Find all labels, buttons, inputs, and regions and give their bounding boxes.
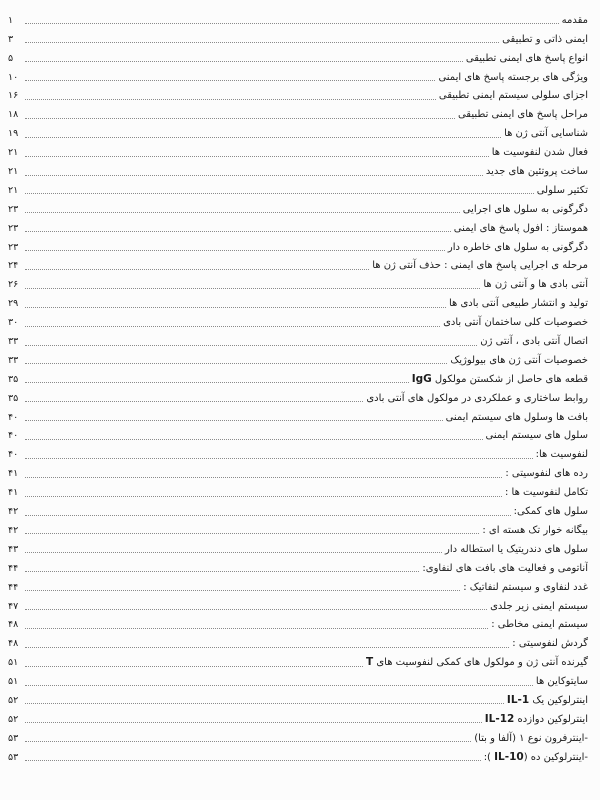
page-number: ۴۲ — [8, 524, 19, 536]
toc-entry-title: سلول های دندریتیک یا استطاله دار — [445, 543, 588, 555]
toc-row — [8, 747, 588, 766]
page-number: ۳ — [8, 33, 14, 45]
toc-row — [8, 104, 588, 123]
toc-entry-title: مرحله ی اجرایی پاسخ های ایمنی : حذف آنتی ژن ها — [372, 260, 588, 272]
toc-row — [8, 123, 588, 142]
toc-entry-title: قطعه های حاصل از شکستن مولکول IgG — [411, 372, 588, 385]
toc-entry-title: تولید و انتشار طبیعی آنتی بادی ها — [448, 298, 588, 310]
page-number: ۴۸ — [8, 638, 19, 650]
page-number: ۴۱ — [8, 487, 19, 499]
toc-entry-title: -اینترلوکین ده (IL-10 ): — [483, 750, 588, 763]
page-number: ۱۶ — [8, 90, 19, 102]
page-number: ۳۵ — [8, 392, 19, 404]
toc-entry-title: انواع پاسخ های ایمنی تطبیقی — [465, 52, 588, 64]
page-number: ۴۷ — [8, 600, 19, 612]
toc-entry-title: ویژگی های برجسته پاسخ های ایمنی — [438, 71, 588, 83]
page-number: ۲۱ — [8, 166, 19, 178]
page-number: ۲۱ — [8, 184, 19, 196]
toc-row — [8, 596, 588, 615]
page-number: ۱۰ — [8, 71, 19, 83]
page-number: ۲۳ — [8, 203, 19, 215]
toc-entry-title: ایمنی ذاتی و تطبیقی — [502, 33, 588, 45]
page-number: ۲۶ — [8, 279, 19, 291]
page-number: ۴۸ — [8, 619, 19, 631]
toc-row — [8, 86, 588, 105]
toc-row — [8, 709, 588, 728]
dotted-leader — [25, 288, 480, 289]
toc-entry-title: غدد لنفاوی و سیستم لنفاتیک : — [463, 581, 588, 593]
page-number: ۵۱ — [8, 676, 19, 688]
dotted-leader — [25, 307, 446, 308]
dotted-leader — [25, 496, 502, 497]
dotted-leader — [25, 533, 479, 534]
toc-row — [8, 501, 588, 520]
dotted-leader — [25, 99, 436, 100]
page-number: ۴۰ — [8, 430, 19, 442]
dotted-leader — [25, 741, 471, 742]
toc-entry-title: خصوصیات آنتی ژن های بیولوژیک — [450, 354, 588, 366]
dotted-leader — [25, 212, 460, 213]
toc-row — [8, 293, 588, 312]
toc-entry-title: سلول های کمکی: — [513, 506, 588, 518]
toc-entry-title: آناتومی و فعالیت های بافت های لنفاوی: — [422, 562, 588, 574]
toc-entry-title: اجزای سلولی سیستم ایمنی تطبیقی — [438, 90, 588, 102]
toc-row — [8, 142, 588, 161]
toc-entry-title: رده های لنفوسیتی : — [505, 468, 588, 480]
dotted-leader — [25, 326, 440, 327]
toc-row — [8, 444, 588, 463]
dotted-leader — [25, 628, 488, 629]
dotted-leader — [25, 382, 409, 383]
page-number: ۵۱ — [8, 657, 19, 669]
toc-row — [8, 388, 588, 407]
toc-entry-title: دگرگونی به سلول های خاطره دار — [447, 241, 588, 253]
toc-row — [8, 218, 588, 237]
toc-row — [8, 237, 588, 256]
toc-row — [8, 10, 588, 29]
toc-entry-title: فعال شدن لنفوسیت ها — [491, 147, 588, 159]
dotted-leader — [25, 269, 369, 270]
toc-row — [8, 577, 588, 596]
toc-entry-title: سیستم ایمنی زیر جلدی — [490, 600, 588, 612]
toc-row — [8, 256, 588, 275]
dotted-leader — [25, 590, 460, 591]
page-number: ۲۱ — [8, 147, 19, 159]
page-number: ۵۲ — [8, 694, 19, 706]
toc-entry-title: بیگانه خوار تک هسته ای : — [482, 524, 588, 536]
dotted-leader — [25, 703, 504, 704]
toc-row — [8, 690, 588, 709]
page-number: ۳۰ — [8, 317, 19, 329]
dotted-leader — [25, 345, 477, 346]
dotted-leader — [25, 118, 455, 119]
page-number: ۳۳ — [8, 336, 19, 348]
page-number: ۳۳ — [8, 354, 19, 366]
toc-row — [8, 48, 588, 67]
toc-entry-title: آنتی بادی ها و آنتی ژن ها — [483, 279, 588, 291]
page-number: ۴۳ — [8, 543, 19, 555]
dotted-leader — [25, 137, 501, 138]
toc-row — [8, 615, 588, 634]
dotted-leader — [25, 401, 363, 402]
toc-row — [8, 350, 588, 369]
page-number: ۲۹ — [8, 298, 19, 310]
toc-row — [8, 520, 588, 539]
toc-entry-title: سیستم ایمنی مخاطی : — [491, 619, 588, 631]
toc-row — [8, 728, 588, 747]
dotted-leader — [25, 363, 447, 364]
toc-row — [8, 482, 588, 501]
toc-entry-title: سایتوکاین ها — [535, 676, 588, 688]
toc-row — [8, 274, 588, 293]
toc-entry-title: اتصال آنتی بادی ، آنتی ژن — [480, 336, 588, 348]
dotted-leader — [25, 685, 533, 686]
page-number: ۴۲ — [8, 506, 19, 518]
dotted-leader — [25, 42, 499, 43]
toc-entry-title: تکثیر سلولی — [536, 184, 588, 196]
toc-entry-title: خصوصیات کلی ساختمان آنتی بادی — [443, 317, 588, 329]
toc-entry-title: گیرنده آنتی ژن و مولکول های کمکی لنفوسیت های T — [366, 656, 588, 669]
page-number: ۴۱ — [8, 468, 19, 480]
page-number: ۱۸ — [8, 109, 19, 121]
toc-row — [8, 652, 588, 671]
dotted-leader — [25, 458, 533, 459]
page-number: ۴۴ — [8, 562, 19, 574]
toc-entry-title: روابط ساختاری و عملکردی در مولکول های آنتی بادی — [366, 392, 588, 404]
toc-row — [8, 29, 588, 48]
toc-entry-title: هموستاز : افول پاسخ های ایمنی — [453, 222, 588, 234]
dotted-leader — [25, 250, 445, 251]
dotted-leader — [25, 477, 502, 478]
toc-row — [8, 369, 588, 388]
dotted-leader — [25, 80, 435, 81]
dotted-leader — [25, 760, 481, 761]
dotted-leader — [25, 439, 483, 440]
toc-entry-title: بافت ها وسلول های سیستم ایمنی — [445, 411, 588, 423]
toc-entry-title: اینترلوکین یک IL-1 — [506, 693, 588, 706]
toc-entry-title: سلول های سیستم ایمنی — [485, 430, 588, 442]
dotted-leader — [25, 571, 419, 572]
page-number: ۲۳ — [8, 222, 19, 234]
dotted-leader — [25, 647, 509, 648]
dotted-leader — [25, 175, 483, 176]
toc-list — [8, 10, 588, 766]
toc-entry-title: گردش لنفوسیتی : — [512, 638, 588, 650]
toc-entry-title: مراحل پاسخ های ایمنی تطبیقی — [457, 109, 588, 121]
dotted-leader — [25, 231, 451, 232]
page-number: ۵۳ — [8, 732, 19, 744]
toc-entry-title: شناسایی آنتی ژن ها — [504, 128, 588, 140]
dotted-leader — [25, 193, 534, 194]
page-number: ۴۴ — [8, 581, 19, 593]
dotted-leader — [25, 515, 511, 516]
toc-row — [8, 331, 588, 350]
toc-row — [8, 558, 588, 577]
page-number: ۵۳ — [8, 751, 19, 763]
toc-row — [8, 671, 588, 690]
dotted-leader — [25, 61, 463, 62]
page-number: ۲۳ — [8, 241, 19, 253]
toc-entry-title: -اینترفرون نوع ۱ (آلفا و بتا) — [474, 732, 588, 744]
page-number: ۵۲ — [8, 713, 19, 725]
page-number: ۵ — [8, 52, 14, 64]
dotted-leader — [25, 156, 489, 157]
toc-row — [8, 67, 588, 86]
toc-entry-title: اینترلوکین دوازده IL-12 — [484, 712, 588, 725]
toc-row — [8, 407, 588, 426]
toc-row — [8, 161, 588, 180]
toc-row — [8, 312, 588, 331]
toc-entry-title: ساخت پروتئین های جدید — [485, 166, 588, 178]
page-number: ۳۵ — [8, 373, 19, 385]
toc-entry-title: تکامل لنفوسیت ها : — [504, 487, 588, 499]
page-number: ۲۴ — [8, 260, 19, 272]
toc-entry-title: مقدمه — [561, 14, 588, 26]
page-number: ۴۰ — [8, 411, 19, 423]
toc-row — [8, 199, 588, 218]
toc-row — [8, 633, 588, 652]
dotted-leader — [25, 552, 442, 553]
dotted-leader — [25, 420, 443, 421]
toc-entry-title: لنفوسیت ها: — [535, 449, 588, 461]
dotted-leader — [25, 666, 363, 667]
dotted-leader — [25, 609, 487, 610]
toc-row — [8, 426, 588, 445]
toc-entry-title: دگرگونی به سلول های اجرایی — [462, 203, 588, 215]
dotted-leader — [25, 722, 482, 723]
page-number: ۱ — [8, 14, 14, 26]
toc-row — [8, 180, 588, 199]
page-number: ۱۹ — [8, 128, 19, 140]
page-number: ۴۰ — [8, 449, 19, 461]
dotted-leader — [25, 23, 559, 24]
toc-row — [8, 539, 588, 558]
toc-row — [8, 463, 588, 482]
